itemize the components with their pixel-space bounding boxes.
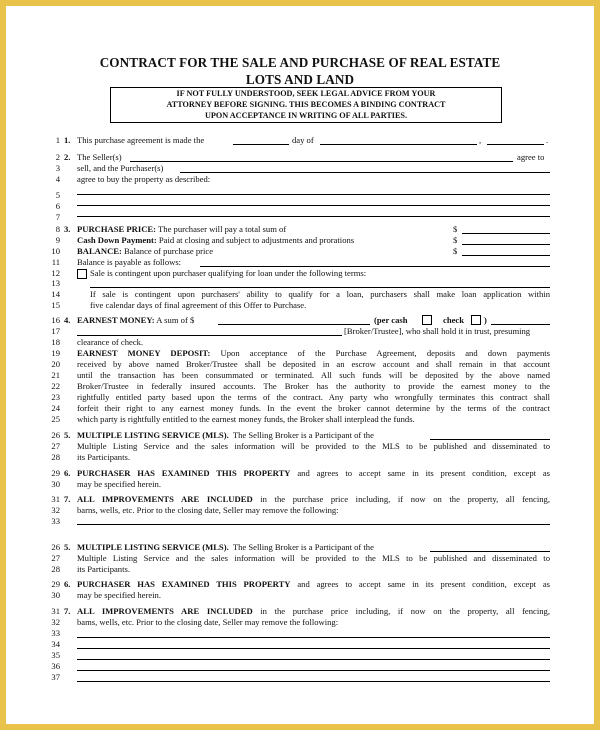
cash-down-label: Paid at closing and subject to adjustments and prorations: [158, 235, 355, 245]
payable-field[interactable]: [200, 266, 550, 267]
improvements-para-line: [77, 494, 550, 505]
cash-checkbox[interactable]: [422, 315, 432, 325]
line-number: 34: [51, 639, 60, 649]
purchase-price-heading: PURCHASE PRICE:: [77, 224, 157, 234]
line-number: 18: [51, 337, 60, 347]
line-number: 28: [51, 452, 60, 462]
removal-line[interactable]: [77, 648, 550, 649]
line-number: 32: [51, 617, 60, 627]
line-number: 26: [51, 542, 60, 552]
examined-heading: PURCHASER HAS EXAMINED THIS PROPERTY: [77, 579, 291, 589]
purchasers-label: sell, and the Purchaser(s): [77, 163, 164, 173]
mls-para-line: its Participants.: [77, 452, 130, 462]
balance-label: Balance of purchase price: [124, 246, 214, 256]
mls-para-line: its Participants.: [77, 564, 130, 574]
loan-contingency-label: Sale is contingent upon purchaser qualifying for loan under the following terms:: [90, 268, 367, 278]
broker-name-field[interactable]: [77, 335, 342, 336]
purchasers-field[interactable]: [180, 172, 550, 173]
line-number: 5: [55, 190, 60, 200]
property-description-line[interactable]: [77, 205, 550, 206]
warning-line: UPON ACCEPTANCE IN WRITING OF ALL PARTIES.: [204, 111, 408, 120]
mls-para-line: Multiple Listing Service and the sales information will be provided to the MLS to be published and disseminated to: [77, 441, 550, 451]
line-number: 11: [51, 257, 60, 267]
check-checkbox[interactable]: [471, 315, 481, 325]
line-number: 22: [51, 381, 60, 391]
clearance-label: clearance of check.: [77, 337, 144, 347]
section-number: 1.: [64, 135, 71, 145]
improvements-para-line: [77, 606, 550, 617]
line-number: 4: [55, 174, 60, 184]
purchase-price-text: [77, 224, 286, 235]
warning-line: ATTORNEY BEFORE SIGNING. THIS BECOMES A BINDING CONTRACT: [166, 100, 446, 109]
cash-down-heading: Cash Down Payment:: [77, 235, 157, 245]
examined-para-line: [77, 579, 550, 590]
examined-para-line: [77, 468, 550, 479]
deposit-para-line: which party is rightfully entitled to the earnest money funds, the Broker shall interplead the funds.: [77, 414, 415, 424]
line-number: 8: [55, 224, 60, 234]
line-number: 29: [51, 579, 60, 589]
improvements-text: in the purchase price including, if now on the property, all fencing,: [260, 606, 550, 616]
examined-text: and agrees to accept same in its present condition, except as: [297, 468, 550, 478]
line-number: 24: [51, 403, 60, 413]
cash-down-text: [77, 235, 354, 246]
line-number: 36: [51, 661, 60, 671]
removal-line[interactable]: [77, 524, 550, 525]
document-title: CONTRACT FOR THE SALE AND PURCHASE OF REAL ESTATE: [99, 55, 501, 70]
per-cash-label: (per cash: [374, 315, 408, 325]
examined-para-line: may be specified herein.: [77, 479, 161, 489]
sellers-field[interactable]: [130, 161, 513, 162]
mls-text: [77, 430, 374, 441]
line-number: 31: [51, 606, 60, 616]
deposit-para-text: Upon acceptance of the Purchase Agreement, deposits and down payments: [220, 348, 550, 358]
property-description-line[interactable]: [77, 216, 550, 217]
check-label: check: [443, 315, 465, 325]
earnest-amount-field[interactable]: [218, 324, 370, 325]
line-number: 21: [51, 370, 60, 380]
line-number: 12: [51, 268, 60, 278]
section-number: 5.: [64, 430, 71, 440]
dollar-sign: $: [453, 224, 458, 234]
mls-heading: MULTIPLE LISTING SERVICE (MLS).: [77, 430, 229, 440]
line-number: 28: [51, 564, 60, 574]
loan-contingency-checkbox[interactable]: [77, 269, 87, 279]
balance-field[interactable]: [462, 255, 550, 256]
section-number: 6.: [64, 579, 71, 589]
examined-para-line: may be specified herein.: [77, 590, 161, 600]
agreement-date-label: This purchase agreement is made the: [77, 135, 205, 145]
year-field[interactable]: [487, 144, 544, 145]
line-number: 32: [51, 505, 60, 515]
removal-line[interactable]: [77, 637, 550, 638]
loan-para-line: five calendar days of final agreement of this Offer to Purchase.: [90, 300, 307, 310]
purchase-price-label: The purchaser will pay a total sum of: [158, 224, 287, 234]
mls-field[interactable]: [430, 551, 550, 552]
deposit-para-line: [77, 348, 550, 359]
balance-heading: BALANCE:: [77, 246, 122, 256]
broker-label: [Broker/Trustee], who shall hold it in trust, presuming: [344, 326, 531, 336]
period: .: [546, 135, 549, 145]
line-number: 37: [51, 672, 60, 682]
loan-para-line: If sale is contingent upon purchasers' ability to qualify for a loan, purchasers shall make loan application within: [90, 289, 550, 299]
dollar-sign: $: [453, 246, 458, 256]
improvements-heading: ALL IMPROVEMENTS ARE INCLUDED: [77, 494, 253, 504]
comma: ,: [479, 135, 482, 145]
section-number: 6.: [64, 468, 71, 478]
section-number: 7.: [64, 494, 71, 504]
line-number: 33: [51, 628, 60, 638]
section-number: 2.: [64, 152, 71, 162]
line-number: 15: [51, 300, 60, 310]
line-number: 1: [55, 135, 60, 145]
payable-label: Balance is payable as follows:: [77, 257, 182, 267]
property-description-line[interactable]: [77, 194, 550, 195]
earnest-money-label: A sum of $: [156, 315, 195, 325]
improvements-text: in the purchase price including, if now on the property, all fencing,: [260, 494, 550, 504]
removal-line[interactable]: [77, 681, 550, 682]
warning-line: IF NOT FULLY UNDERSTOOD, SEEK LEGAL ADVICE FROM YOUR: [176, 89, 436, 98]
section-number: 4.: [64, 315, 71, 325]
close-paren: ): [484, 315, 487, 325]
line-number: 13: [51, 278, 60, 288]
line-number: 30: [51, 590, 60, 600]
day-field[interactable]: [233, 144, 289, 145]
earnest-money-heading: EARNEST MONEY:: [77, 315, 155, 325]
mls-field[interactable]: [430, 439, 550, 440]
improvements-para-line: barns, wells, etc. Prior to the closing date, Seller may remove the following:: [77, 505, 339, 515]
dollar-sign: $: [453, 235, 458, 245]
line-number: 14: [51, 289, 60, 299]
line-number: 25: [51, 414, 60, 424]
mls-label: The Selling Broker is a Participant of the: [232, 542, 374, 552]
line-number: 20: [51, 359, 60, 369]
mls-text: [77, 542, 374, 553]
line-number: 26: [51, 430, 60, 440]
legal-warning-box: [110, 87, 502, 123]
earnest-extra-field[interactable]: [491, 324, 550, 325]
deposit-heading: EARNEST MONEY DEPOSIT:: [77, 348, 211, 358]
deposit-para-line: forfeit their right to any earnest money funds. In the event the broker cannot determine by the terms of the contract: [77, 403, 550, 413]
removal-line[interactable]: [77, 659, 550, 660]
loan-terms-line[interactable]: [90, 287, 550, 288]
month-field[interactable]: [320, 144, 477, 145]
agree-to-label: agree to: [517, 152, 545, 162]
examined-heading: PURCHASER HAS EXAMINED THIS PROPERTY: [77, 468, 291, 478]
line-number: 9: [55, 235, 60, 245]
mls-label: The Selling Broker is a Participant of the: [232, 430, 374, 440]
line-number: 23: [51, 392, 60, 402]
improvements-heading: ALL IMPROVEMENTS ARE INCLUDED: [77, 606, 253, 616]
line-number: 29: [51, 468, 60, 478]
deposit-para-line: until the transaction has been consummated or terminated. All such funds will be deposited by the above named: [77, 370, 550, 380]
deposit-para-line: Broker/Trustee in federally insured accounts. The Broker has the authority to provide the earnest money to the: [77, 381, 550, 391]
examined-text: and agrees to accept same in its present condition, except as: [297, 579, 550, 589]
line-number: 35: [51, 650, 60, 660]
line-number: 30: [51, 479, 60, 489]
line-number: 3: [55, 163, 60, 173]
line-number: 6: [55, 201, 60, 211]
mls-para-line: Multiple Listing Service and the sales information will be provided to the MLS to be published and disseminated to: [77, 553, 550, 563]
section-number: 7.: [64, 606, 71, 616]
line-number: 10: [51, 246, 60, 256]
line-number: 27: [51, 553, 60, 563]
line-number: 2: [55, 152, 60, 162]
contract-page: [6, 6, 594, 724]
line-number: 19: [51, 348, 60, 358]
document-subtitle: LOTS AND LAND: [245, 72, 355, 87]
deposit-para-line: rightfully entitled party based upon the terms of the contract. Any party who wrongfully terminates this contract shall: [77, 392, 550, 402]
section-number: 3.: [64, 224, 71, 234]
mls-heading: MULTIPLE LISTING SERVICE (MLS).: [77, 542, 229, 552]
line-number: 27: [51, 441, 60, 451]
deposit-para-line: received by above named Broker/Trustee shall be deposited in an escrow account and shall remain in that account: [77, 359, 550, 369]
line-number: 7: [55, 212, 60, 222]
balance-text: [77, 246, 213, 257]
section-number: 5.: [64, 542, 71, 552]
removal-line[interactable]: [77, 670, 550, 671]
line-number: 16: [51, 315, 60, 325]
line-number: 17: [51, 326, 60, 336]
cash-down-field[interactable]: [462, 244, 550, 245]
improvements-para-line: bams, wells, etc. Prior to the closing date, Seller may remove the following:: [77, 617, 339, 627]
day-of-label: day of: [292, 135, 314, 145]
purchase-price-field[interactable]: [462, 233, 550, 234]
property-description-label: agree to buy the property as described:: [77, 174, 211, 184]
sellers-label: The Seller(s): [77, 152, 122, 162]
line-number: 31: [51, 494, 60, 504]
line-number: 33: [51, 516, 60, 526]
earnest-money-text: [77, 315, 194, 326]
